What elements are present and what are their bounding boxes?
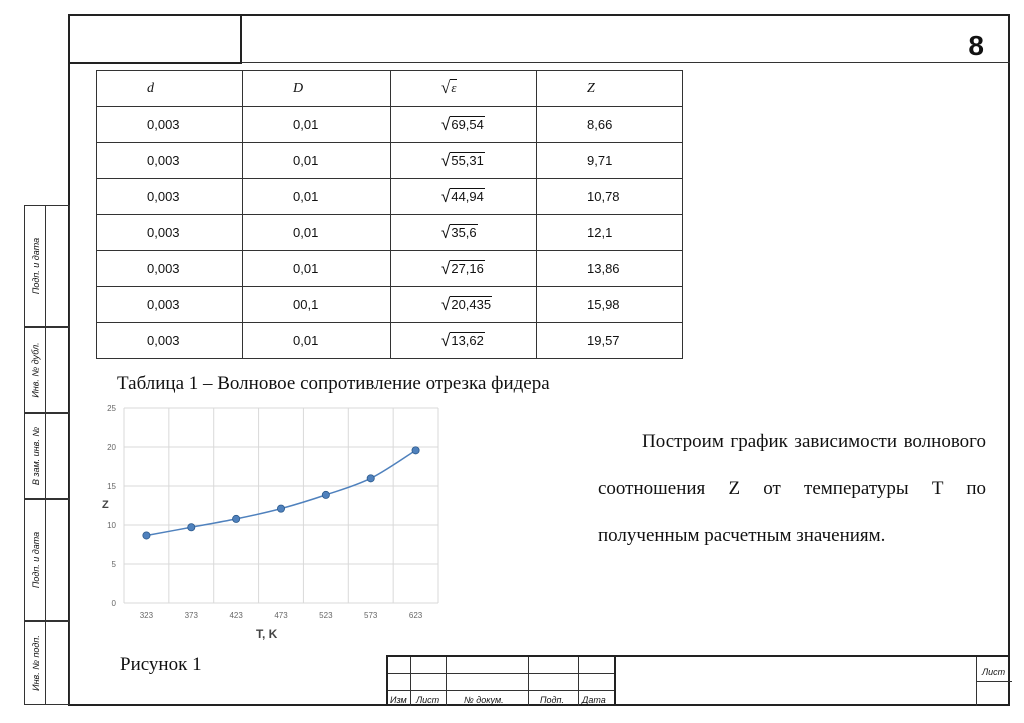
x-tick-label: 473 [274, 611, 288, 620]
table-header-row [97, 71, 683, 107]
cell-sqrt-epsilon: √ 20,435 [391, 287, 537, 323]
side-label: Подп. и дата [31, 531, 41, 589]
data-point [412, 447, 419, 454]
data-point [322, 491, 329, 498]
data-point [367, 475, 374, 482]
table-row [97, 143, 683, 179]
header-d: d [97, 71, 243, 107]
side-cell [24, 327, 70, 413]
stamp-label-list: Лист [416, 695, 440, 705]
x-tick-label: 323 [139, 611, 154, 620]
paragraph-text: Построим график зависимости волнового соотношения Z от температуры T по полученным расчетным значениям. [598, 431, 986, 546]
data-point [277, 505, 284, 512]
cell-sqrt-epsilon: √ 13,62 [391, 323, 537, 359]
epsilon-value: 20,435 [451, 297, 492, 313]
x-tick-label: 623 [408, 611, 423, 620]
cell-sqrt-epsilon: √ 27,16 [391, 251, 537, 287]
cell-Z: 12,1 [537, 215, 683, 251]
epsilon-value: 27,16 [451, 261, 484, 277]
side-cell [24, 499, 70, 621]
side-label: В зам. инв. № [31, 426, 42, 486]
header-sqrt-epsilon: √ ε [391, 71, 537, 107]
side-cell [24, 621, 70, 705]
table-caption: Таблица 1 – Волновое сопротивление отрезка фидера [117, 373, 550, 394]
top-rule [242, 62, 1010, 63]
cell-sqrt-epsilon: √ 44,94 [391, 179, 537, 215]
side-label: Инв. № дубл. [31, 342, 42, 398]
figure-caption: Рисунок 1 [120, 654, 202, 675]
cell-sqrt-epsilon: √ 69,54 [391, 107, 537, 143]
table-row [97, 287, 683, 323]
cell-D: 00,1 [243, 287, 391, 323]
y-tick-label: 0 [111, 599, 116, 608]
side-cell [24, 413, 70, 499]
z-vs-t-chart [96, 398, 446, 642]
cell-Z: 8,66 [537, 107, 683, 143]
cell-Z: 10,78 [537, 179, 683, 215]
y-tick-label: 10 [107, 521, 116, 530]
x-tick-label: 373 [184, 611, 198, 620]
y-tick-label: 15 [107, 482, 116, 491]
header-epsilon: ε [451, 80, 457, 96]
cell-d: 0,003 [97, 323, 243, 359]
y-tick-label: 20 [107, 443, 116, 452]
side-label: Подп. и дата [31, 237, 41, 295]
table-row [97, 107, 683, 143]
x-axis-label: T, K [256, 627, 278, 641]
side-strip [24, 205, 70, 705]
cell-sqrt-epsilon: √ 55,31 [391, 143, 537, 179]
page-number: 8 [968, 30, 984, 61]
body-paragraph [598, 418, 986, 559]
table-row [97, 179, 683, 215]
cell-D: 0,01 [243, 215, 391, 251]
cell-D: 0,01 [243, 323, 391, 359]
stamp-label-doc: № докум. [464, 695, 504, 705]
data-point [188, 524, 195, 531]
table-row [97, 323, 683, 359]
stamp-sheet-label: Лист [982, 667, 1006, 677]
cell-d: 0,003 [97, 251, 243, 287]
cell-D: 0,01 [243, 179, 391, 215]
cell-Z: 19,57 [537, 323, 683, 359]
y-axis-label: Z [102, 499, 109, 511]
epsilon-value: 69,54 [451, 117, 484, 133]
cell-d: 0,003 [97, 287, 243, 323]
data-point [233, 515, 240, 522]
epsilon-value: 13,62 [451, 333, 484, 349]
data-table [96, 70, 683, 359]
cell-D: 0,01 [243, 107, 391, 143]
cell-D: 0,01 [243, 143, 391, 179]
cell-Z: 15,98 [537, 287, 683, 323]
cell-Z: 13,86 [537, 251, 683, 287]
table-row [97, 251, 683, 287]
epsilon-value: 44,94 [451, 189, 484, 205]
table-row [97, 215, 683, 251]
stamp-label-izm: Изм [390, 695, 407, 705]
cell-sqrt-epsilon: √ 35,6 [391, 215, 537, 251]
x-tick-label: 573 [364, 611, 378, 620]
side-label: Инв. № подп. [31, 635, 42, 691]
header-D: D [243, 71, 391, 107]
side-cell [24, 205, 70, 327]
cell-d: 0,003 [97, 143, 243, 179]
cell-d: 0,003 [97, 215, 243, 251]
cell-D: 0,01 [243, 251, 391, 287]
title-block [386, 655, 1010, 706]
cell-d: 0,003 [97, 179, 243, 215]
top-left-box [68, 14, 242, 64]
cell-Z: 9,71 [537, 143, 683, 179]
y-tick-label: 25 [107, 404, 116, 413]
cell-d: 0,003 [97, 107, 243, 143]
y-tick-label: 5 [111, 560, 116, 569]
epsilon-value: 55,31 [451, 153, 484, 169]
epsilon-value: 35,6 [451, 225, 477, 241]
data-point [143, 532, 150, 539]
x-tick-label: 523 [319, 611, 333, 620]
series-line [146, 450, 415, 535]
stamp-label-podp: Подп. [540, 695, 564, 705]
stamp-label-date: Дата [582, 695, 606, 705]
x-tick-label: 423 [229, 611, 243, 620]
header-Z: Z [537, 71, 683, 107]
